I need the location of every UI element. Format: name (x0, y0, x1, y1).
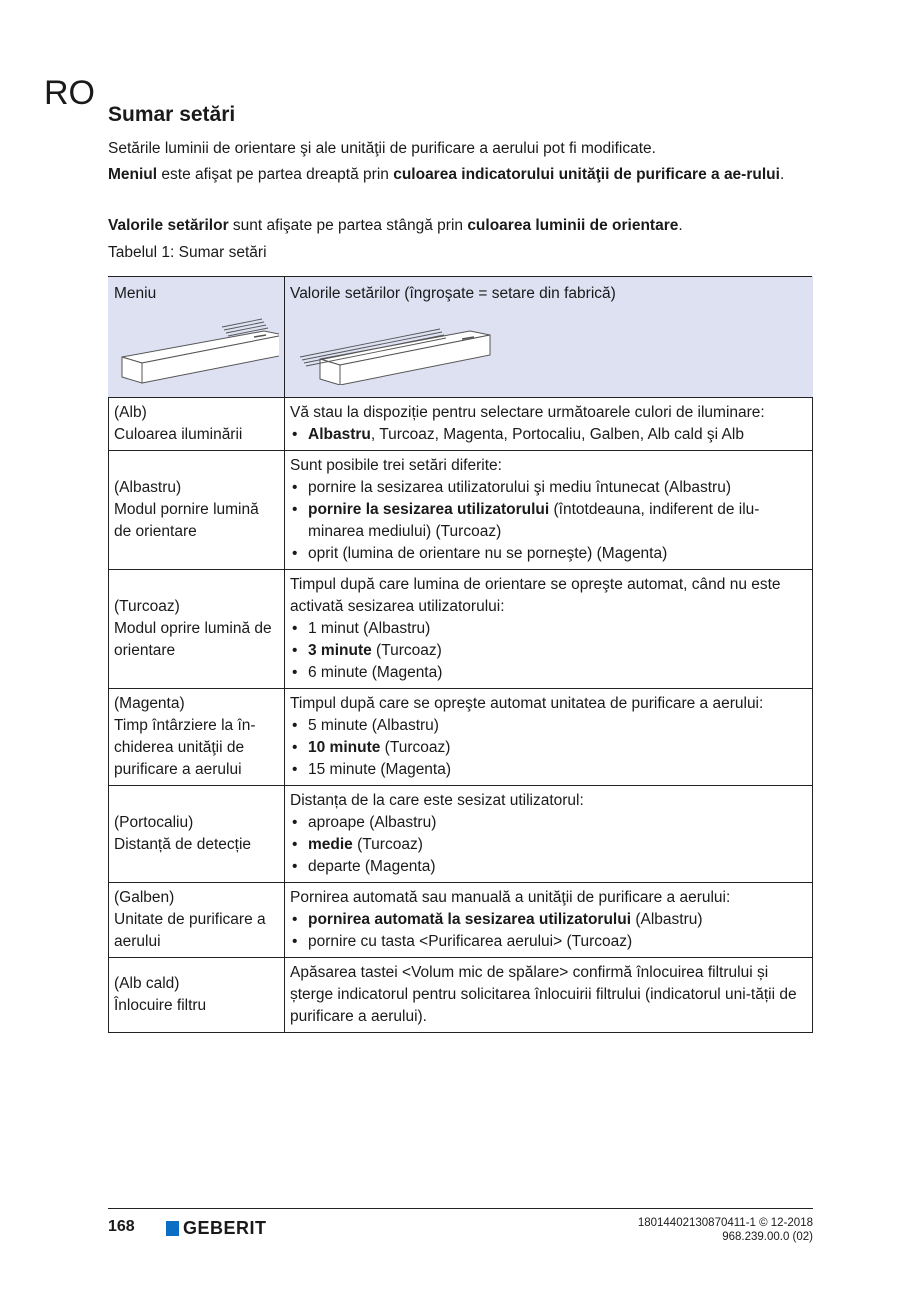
document-id-line-2: 968.239.00.0 (02) (722, 1231, 813, 1243)
menu-color: (Galben) (114, 889, 175, 906)
menu-paragraph-bold-1: Meniul (108, 166, 158, 183)
menu-name: Distanță de detecție (114, 836, 252, 853)
header-menu-label: Meniu (114, 285, 157, 302)
values-cell (285, 786, 813, 883)
list-item (290, 715, 807, 737)
footer-divider (108, 1208, 813, 1209)
list-item (290, 759, 807, 781)
values-cell (285, 958, 813, 1033)
brand-name: GEBERIT (183, 1218, 267, 1238)
item-text: (întotdeauna, indiferent de ilu-minarea mediului) (Turcoaz) (308, 501, 760, 540)
values-cell (285, 689, 813, 786)
menu-cell (109, 451, 285, 570)
values-paragraph-bold-1: Valorile setărilor (108, 217, 229, 234)
menu-color: (Alb) (114, 404, 147, 421)
list-item (290, 662, 807, 684)
list-item (290, 640, 807, 662)
table-row (109, 958, 813, 1033)
header-menu-cell (109, 277, 285, 398)
values-intro: Timpul după care se opreşte automat unitatea de purificare a aerului: (290, 695, 764, 712)
list-item (290, 737, 807, 759)
values-intro: Vă stau la dispoziție pentru selectare următoarele culori de iluminare: (290, 404, 765, 421)
item-bold: medie (308, 836, 353, 853)
menu-paragraph (108, 164, 808, 185)
item-text: 1 minut (Albastru) (308, 620, 431, 637)
menu-name: Înlocuire filtru (114, 997, 207, 1014)
menu-cell (109, 689, 285, 786)
item-text: , Turcoaz, Magenta, Portocaliu, Galben, Alb cald şi Alb (370, 426, 744, 443)
menu-name: Modul pornire lumină de orientare (114, 501, 259, 540)
table-row (109, 786, 813, 883)
item-text: 5 minute (Albastru) (308, 717, 439, 734)
list-item (290, 812, 807, 834)
list-item (290, 477, 807, 499)
menu-color: (Magenta) (114, 695, 185, 712)
menu-color: (Albastru) (114, 479, 182, 496)
item-text: (Turcoaz) (352, 836, 423, 853)
values-intro: Sunt posibile trei setări diferite: (290, 457, 502, 474)
document-id-line-1: 18014402130870411-1 © 12-2018 (637, 1217, 813, 1229)
menu-name: Timp întârziere la în-chiderea unităţii de purificare a aerului (114, 717, 256, 778)
values-cell (285, 398, 813, 451)
intro-paragraph: Setările luminii de orientare şi ale unităţii de purificare a aerului pot fi modificate. (108, 140, 656, 157)
item-bold: pornirea automată la sesizarea utilizatorului (308, 911, 632, 928)
settings-table (108, 276, 813, 1033)
values-intro: Pornirea automată sau manuală a unităţii de purificare a aerului: (290, 889, 731, 906)
list-item (290, 424, 807, 446)
device-left-indicator-illustration (290, 309, 500, 385)
menu-name: Culoarea iluminării (114, 426, 243, 443)
values-cell (285, 570, 813, 689)
table-row (109, 570, 813, 689)
menu-cell (109, 570, 285, 689)
table-row (109, 451, 813, 570)
item-bold: Albastru (308, 426, 371, 443)
list-item (290, 499, 807, 543)
values-paragraph-text-2: . (678, 217, 683, 234)
menu-color: (Portocaliu) (114, 814, 194, 831)
item-text: 6 minute (Magenta) (308, 664, 443, 681)
header-values-label: Valorile setărilor (îngroşate = setare din fabrică) (290, 285, 616, 302)
values-paragraph (108, 215, 808, 236)
list-item (290, 931, 807, 953)
table-row (109, 689, 813, 786)
language-code: RO (44, 74, 95, 112)
item-text: aproape (Albastru) (308, 814, 437, 831)
menu-cell (109, 786, 285, 883)
item-text: (Albastru) (631, 911, 703, 928)
item-bold: pornire la sesizarea utilizatorului (308, 501, 550, 518)
values-intro: Apăsarea tastei <Volum mic de spălare> confirmă înlocuirea filtrului și șterge indicatorul pentru solicitarea înlocuirii filtrului (indicatorul uni-tății de purificare a aerului). (290, 964, 797, 1025)
values-cell (285, 451, 813, 570)
brand-square-icon (166, 1221, 179, 1236)
menu-cell (109, 398, 285, 451)
item-text: pornire la sesizarea utilizatorului şi mediu întunecat (Albastru) (308, 479, 732, 496)
item-text: (Turcoaz) (380, 739, 451, 756)
menu-color: (Alb cald) (114, 975, 180, 992)
item-text: (Turcoaz) (371, 642, 442, 659)
menu-name: Unitate de purificare a aerului (114, 911, 266, 950)
table-row (109, 883, 813, 958)
item-text: departe (Magenta) (308, 858, 436, 875)
menu-cell (109, 958, 285, 1033)
values-paragraph-text-1: sunt afişate pe partea stângă prin (228, 217, 468, 234)
document-id (638, 1216, 813, 1244)
item-text: pornire cu tasta <Purificarea aerului> (Turcoaz) (308, 933, 633, 950)
page-number: 168 (108, 1218, 135, 1235)
menu-paragraph-text-1: este afişat pe partea dreaptă prin (157, 166, 394, 183)
table-header-row (109, 277, 813, 398)
list-item (290, 543, 807, 565)
menu-name: Modul oprire lumină de orientare (114, 620, 272, 659)
table-caption: Tabelul 1: Sumar setări (108, 244, 267, 261)
values-intro: Distanța de la care este sesizat utilizatorul: (290, 792, 584, 809)
values-paragraph-bold-2: culoarea luminii de orientare (467, 217, 679, 234)
item-bold: 3 minute (308, 642, 372, 659)
values-intro: Timpul după care lumina de orientare se opreşte automat, când nu este activată sesizarea utilizatorului: (290, 576, 781, 615)
list-item (290, 618, 807, 640)
menu-paragraph-text-2: . (779, 166, 785, 183)
list-item (290, 834, 807, 856)
page-title: Sumar setări (108, 103, 236, 126)
list-item (290, 909, 807, 931)
device-right-indicator-illustration (114, 309, 279, 385)
menu-cell (109, 883, 285, 958)
item-text: oprit (lumina de orientare nu se porneşte) (Magenta) (308, 545, 668, 562)
table-row (109, 398, 813, 451)
values-cell (285, 883, 813, 958)
brand-logo (166, 1218, 267, 1239)
list-item (290, 856, 807, 878)
item-bold: 10 minute (308, 739, 381, 756)
header-values-cell (285, 277, 813, 398)
menu-color: (Turcoaz) (114, 598, 180, 615)
item-text: 15 minute (Magenta) (308, 761, 452, 778)
menu-paragraph-bold-2: culoarea indicatorului unităţii de purificare a ae-rului (393, 166, 780, 183)
